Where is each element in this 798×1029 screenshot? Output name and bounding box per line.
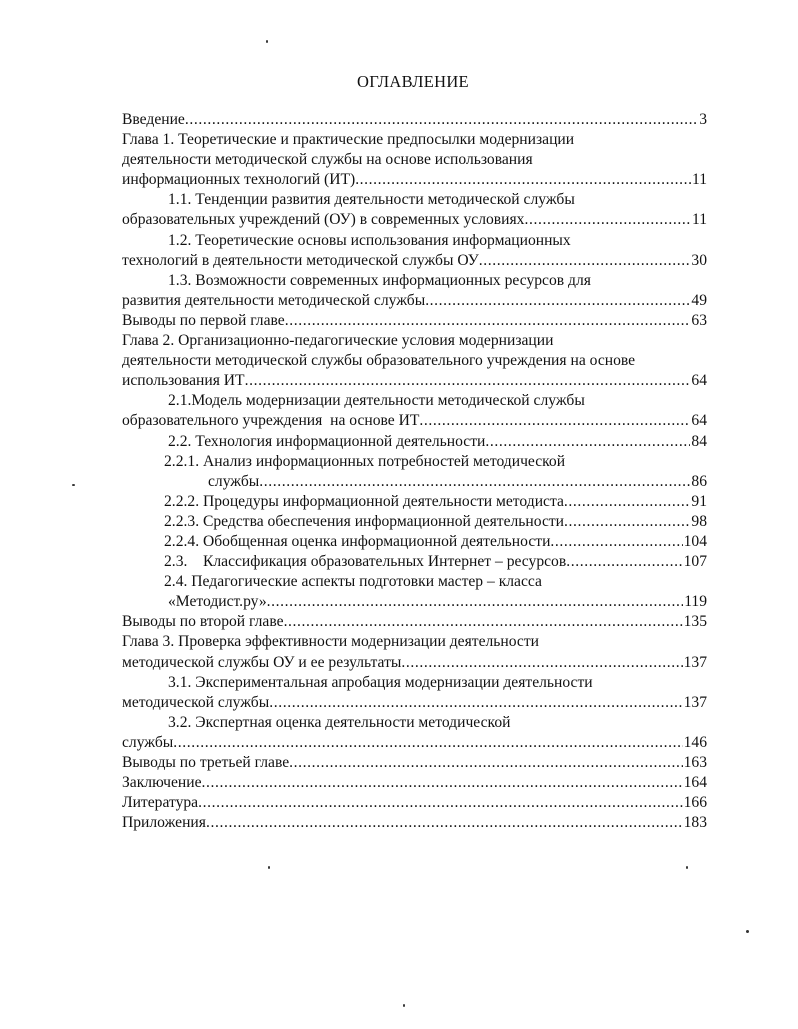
page-number: 107 xyxy=(683,553,707,571)
toc-entry-conclusion xyxy=(122,773,707,793)
toc-entry-text: Глава 1. Теоретические и практические предпосылки модернизации xyxy=(122,131,575,149)
toc-entry-text: технологий в деятельности методической службы ОУ xyxy=(122,251,479,269)
toc-entry-text: «Методист.ру» xyxy=(168,593,267,611)
toc-entry-conclusions-1 xyxy=(122,311,707,331)
toc-entry-text: 3.2. Экспертная оценка деятельности методической xyxy=(168,713,511,731)
toc-entry-conclusions-2 xyxy=(122,612,707,632)
page-number: 11 xyxy=(691,171,707,189)
toc-entry-text: развития деятельности методической службы xyxy=(122,291,426,309)
toc-entry-text: Введение xyxy=(122,111,185,128)
toc-entry-section-1-1 xyxy=(122,190,707,230)
dot-leader xyxy=(202,773,683,793)
dot-leader xyxy=(564,492,691,512)
page-number: 64 xyxy=(691,412,707,430)
toc-entry-section-2-1 xyxy=(122,391,707,431)
page-number: 98 xyxy=(691,512,707,530)
toc-entry-chapter-2 xyxy=(122,331,707,391)
page-number: 63 xyxy=(691,311,707,329)
dot-leader xyxy=(259,472,690,492)
page-number: 166 xyxy=(683,794,707,812)
page-number: 49 xyxy=(691,291,707,309)
toc-entry-section-2-2-1 xyxy=(122,452,707,492)
toc-entry-text: Литература xyxy=(122,794,199,812)
dot-leader xyxy=(267,592,684,612)
toc-entry-section-2-2-4 xyxy=(122,532,707,552)
toc-entry-text: деятельности методической службы на основе использования xyxy=(122,151,533,169)
toc-entry-text: деятельности методической службы образовательного учреждения на основе xyxy=(122,352,636,370)
toc-entry-section-2-4 xyxy=(122,572,707,612)
toc-entry-text: использования ИТ xyxy=(122,372,245,390)
toc-entry-text: 2.2. Технология информационной деятельности xyxy=(168,432,486,450)
scan-speck xyxy=(72,484,75,486)
dot-leader xyxy=(564,512,690,532)
toc-entry-text: информационных технологий (ИТ) xyxy=(122,171,356,189)
dot-leader xyxy=(245,371,691,391)
dot-leader xyxy=(485,432,690,452)
toc-entry-text: образовательного учреждения на основе ИТ xyxy=(122,412,420,430)
toc-entry-section-3-1 xyxy=(122,673,707,713)
page-number: 3 xyxy=(699,111,707,128)
dot-leader xyxy=(173,733,682,753)
toc-entry-section-1-2 xyxy=(122,231,707,271)
toc-entry-text: 2.2.4. Обобщенная оценка информационной деятельности xyxy=(164,532,551,550)
toc-entry-text: 1.2. Теоретические основы использования информационных xyxy=(168,231,571,249)
toc-entry-text: образовательных учреждений (ОУ) в современных условиях xyxy=(122,211,525,229)
dot-leader xyxy=(185,110,698,130)
scan-speck xyxy=(266,40,268,43)
toc-entry-text: 2.2.1. Анализ информационных потребностей методической xyxy=(164,452,566,470)
toc-entry-text: 2.4. Педагогические аспекты подготовки мастер – класса xyxy=(164,573,542,591)
dot-leader xyxy=(289,753,682,773)
page-number: 146 xyxy=(683,733,707,751)
page-number: 104 xyxy=(683,532,707,550)
scan-speck xyxy=(686,866,688,869)
toc-entry-introduction xyxy=(122,110,707,130)
toc-entry-chapter-1 xyxy=(122,130,707,190)
scan-speck xyxy=(403,1004,405,1007)
scan-speck xyxy=(268,866,270,869)
toc-entry-text: 1.3. Возможности современных информационных ресурсов для xyxy=(168,271,591,289)
toc-entry-literature xyxy=(122,793,707,813)
toc-entry-text: методической службы xyxy=(122,693,270,711)
scan-speck xyxy=(746,930,749,933)
toc-entry-chapter-3 xyxy=(122,632,707,672)
page-number: 137 xyxy=(683,653,707,671)
dot-leader xyxy=(479,251,691,271)
page-number: 135 xyxy=(683,613,707,631)
dot-leader xyxy=(550,532,682,552)
toc-entry-section-2-3 xyxy=(122,552,707,572)
page-number: 11 xyxy=(691,211,707,229)
toc-entry-section-2-2-3 xyxy=(122,512,707,532)
dot-leader xyxy=(198,793,683,813)
toc-entry-text: службы xyxy=(122,733,174,751)
dot-leader xyxy=(284,612,683,632)
toc-entry-text: Приложения xyxy=(122,814,206,832)
toc-entry-text: Глава 3. Проверка эффективности модернизации деятельности xyxy=(122,633,540,651)
toc-entry-appendices xyxy=(122,813,707,833)
toc-entry-section-2-2 xyxy=(122,432,707,452)
dot-leader xyxy=(269,693,682,713)
toc-entry-section-2-2-2 xyxy=(122,492,707,512)
page-number: 91 xyxy=(691,492,707,510)
dot-leader xyxy=(524,210,691,230)
toc-entry-text: Выводы по второй главе xyxy=(122,613,284,631)
page-number: 119 xyxy=(684,593,707,611)
toc-entry-text: 2.3. Классификация образовательных Интернет – ресурсов xyxy=(164,553,567,571)
page-number: 64 xyxy=(691,372,707,390)
toc-entry-conclusions-3 xyxy=(122,753,707,773)
toc-entry-text: Заключение xyxy=(122,774,202,792)
toc-entry-text: 2.1.Модель модернизации деятельности методической службы xyxy=(168,392,585,410)
toc-entry-text: 3.1. Экспериментальная апробация модернизации деятельности xyxy=(168,673,593,691)
toc-entry-text: Выводы по третьей главе xyxy=(122,754,290,771)
dot-leader xyxy=(419,411,690,431)
page-number: 183 xyxy=(683,814,707,832)
toc-entry-text: службы xyxy=(208,472,260,490)
toc-entry-text: 2.2.2. Процедуры информационной деятельности методиста xyxy=(164,492,564,510)
page-number: 86 xyxy=(691,472,707,490)
toc-entry-text: 2.2.3. Средства обеспечения информационной деятельности xyxy=(164,512,565,530)
dot-leader xyxy=(355,170,691,190)
toc-entry-text: Выводы по первой главе xyxy=(122,311,285,329)
page-title: ОГЛАВЛЕНИЕ xyxy=(357,72,469,91)
table-of-contents xyxy=(122,110,707,833)
page-number: 84 xyxy=(691,432,707,450)
page-number: 163 xyxy=(683,754,707,771)
toc-entry-section-3-2 xyxy=(122,713,707,753)
page-number: 164 xyxy=(683,774,707,792)
toc-entry-text: методической службы ОУ и ее результаты xyxy=(122,653,402,671)
dot-leader xyxy=(285,311,691,331)
dot-leader xyxy=(401,653,682,673)
page-number: 137 xyxy=(683,693,707,711)
page-number: 30 xyxy=(691,251,707,269)
toc-entry-text: 1.1. Тенденции развития деятельности методической службы xyxy=(168,191,575,209)
toc-entry-section-1-3 xyxy=(122,271,707,311)
dot-leader xyxy=(566,552,682,572)
toc-entry-text: Глава 2. Организационно-педагогические условия модернизации xyxy=(122,332,554,350)
dot-leader xyxy=(425,291,690,311)
dot-leader xyxy=(206,813,683,833)
